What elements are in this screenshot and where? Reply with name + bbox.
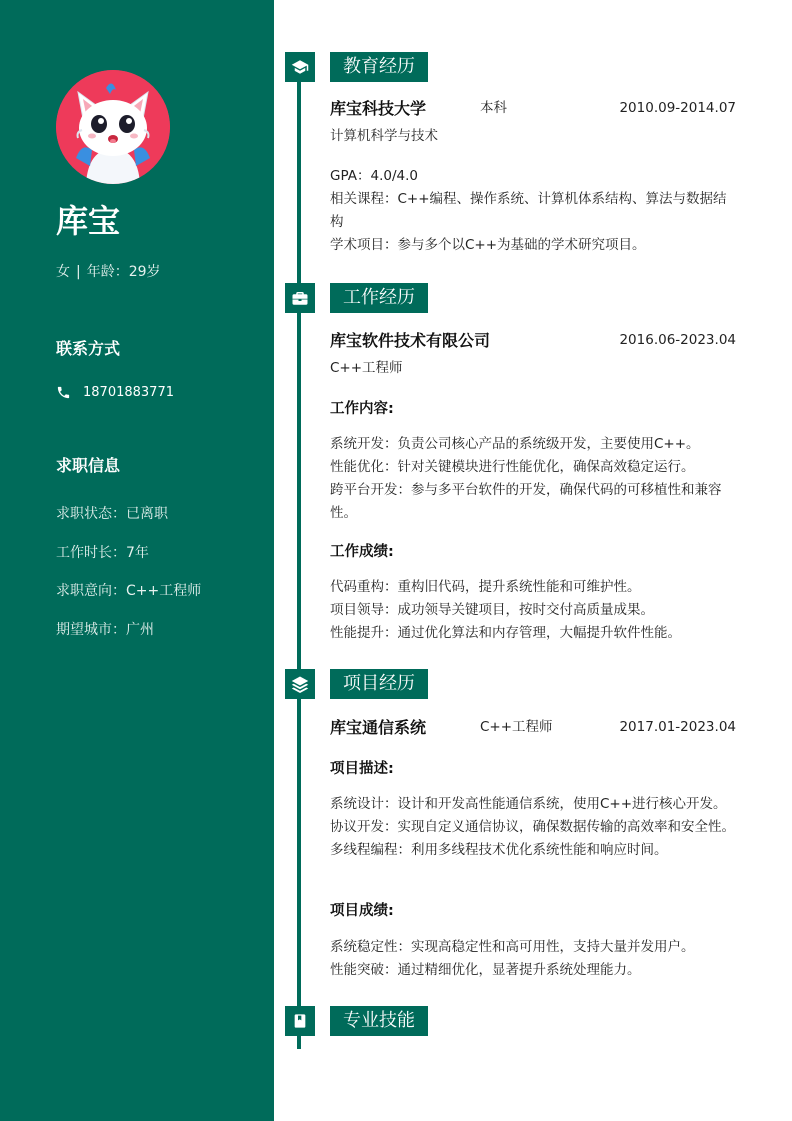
job-status: 求职状态：已离职 bbox=[56, 506, 168, 522]
project-description bbox=[330, 793, 738, 862]
briefcase-icon bbox=[285, 283, 315, 313]
skills-heading: 专业技能 bbox=[330, 1006, 428, 1036]
education-details bbox=[330, 165, 738, 257]
major: 计算机科学与技术 bbox=[330, 128, 438, 144]
work-achievements-heading: 工作成绩: bbox=[330, 544, 394, 560]
list-item: 性能突破：通过精细优化，显著提升系统处理能力。 bbox=[330, 962, 641, 978]
project-name: 库宝通信系统 bbox=[330, 718, 427, 737]
project-period: 2017.01-2023.04 bbox=[619, 719, 736, 735]
gender: 女 bbox=[56, 264, 70, 280]
list-item: 性能提升：通过优化算法和内存管理，大幅提升软件性能。 bbox=[330, 625, 681, 641]
academic-projects: 学术项目：参与多个以C++为基础的学术研究项目。 bbox=[330, 237, 646, 253]
list-item: 代码重构：重构旧代码，提升系统性能和可维护性。 bbox=[330, 579, 641, 595]
project-desc-heading: 项目描述: bbox=[330, 761, 394, 777]
graduation-cap-icon bbox=[285, 52, 315, 82]
list-item: 系统稳定性：实现高稳定性和高可用性，支持大量并发用户。 bbox=[330, 939, 695, 955]
avatar bbox=[56, 70, 170, 184]
list-item: 系统开发：负责公司核心产品的系统级开发，主要使用C++。 bbox=[330, 436, 700, 452]
work-achievements bbox=[330, 576, 738, 645]
basic-info bbox=[56, 261, 161, 281]
job-info-heading: 求职信息 bbox=[56, 456, 121, 475]
company-name: 库宝软件技术有限公司 bbox=[330, 331, 491, 350]
phone-number[interactable]: 18701883771 bbox=[83, 385, 174, 400]
job-intent: 求职意向：C++工程师 bbox=[56, 583, 202, 599]
courses: 相关课程：C++编程、操作系统、计算机体系结构、算法与数据结构 bbox=[330, 191, 727, 230]
layers-icon bbox=[285, 669, 315, 699]
gpa: GPA：4.0/4.0 bbox=[330, 168, 418, 184]
candidate-name: 库宝 bbox=[56, 202, 121, 240]
project-heading: 项目经历 bbox=[330, 669, 428, 699]
timeline-line bbox=[297, 52, 301, 1049]
book-icon bbox=[285, 1006, 315, 1036]
phone-icon bbox=[56, 385, 71, 400]
phone-row bbox=[56, 385, 174, 400]
degree: 本科 bbox=[480, 100, 507, 116]
divider: | bbox=[76, 264, 81, 280]
project-role: C++工程师 bbox=[480, 719, 553, 735]
list-item: 性能优化：针对关键模块进行性能优化，确保高效稳定运行。 bbox=[330, 459, 695, 475]
work-period: 2016.06-2023.04 bbox=[619, 332, 736, 348]
education-heading: 教育经历 bbox=[330, 52, 428, 82]
work-years: 工作时长：7年 bbox=[56, 545, 149, 561]
work-heading: 工作经历 bbox=[330, 283, 428, 313]
list-item: 项目领导：成功领导关键项目，按时交付高质量成果。 bbox=[330, 602, 654, 618]
contact-heading: 联系方式 bbox=[56, 339, 121, 358]
sidebar bbox=[0, 0, 274, 1121]
list-item: 协议开发：实现自定义通信协议，确保数据传输的高效率和安全性。 bbox=[330, 819, 735, 835]
cat-mascot-icon bbox=[56, 70, 170, 184]
project-achievements-heading: 项目成绩: bbox=[330, 903, 394, 919]
list-item: 多线程编程：利用多线程技术优化系统性能和响应时间。 bbox=[330, 842, 668, 858]
school-name: 库宝科技大学 bbox=[330, 99, 427, 118]
expected-city: 期望城市：广州 bbox=[56, 622, 154, 638]
age: 年龄：29岁 bbox=[86, 264, 161, 280]
education-period: 2010.09-2014.07 bbox=[619, 100, 736, 116]
work-content bbox=[330, 433, 738, 525]
project-achievements bbox=[330, 936, 738, 982]
list-item: 系统设计：设计和开发高性能通信系统，使用C++进行核心开发。 bbox=[330, 796, 727, 812]
list-item: 跨平台开发：参与多平台软件的开发，确保代码的可移植性和兼容性。 bbox=[330, 482, 722, 521]
work-position: C++工程师 bbox=[330, 360, 403, 376]
work-content-heading: 工作内容: bbox=[330, 401, 394, 417]
